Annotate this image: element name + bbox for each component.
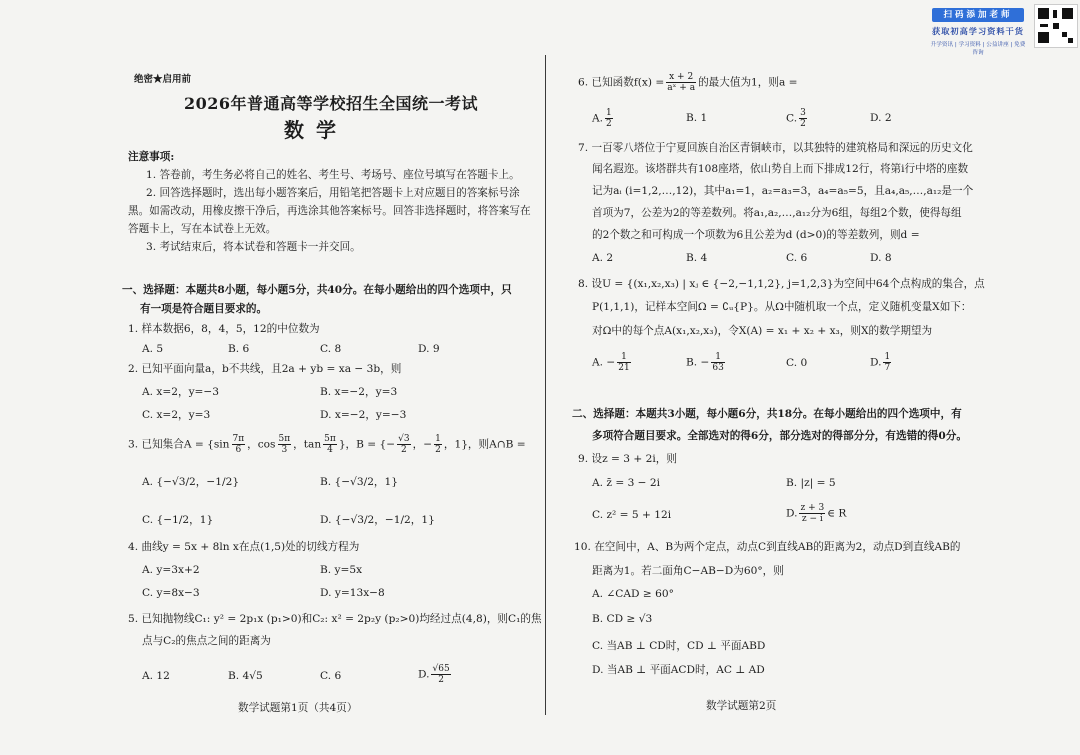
page-divider — [545, 55, 546, 715]
q10-option-c[interactable]: C. 当AB ⊥ CD时，CD ⊥ 平面ABD — [592, 640, 766, 652]
q10-line2: 距离为1。若二面角C−AB−D为60°，则 — [592, 565, 784, 577]
q3-stem: 3. 已知集合A = {sin $\frac{7\pi}{6}$ ，cos $\frac{5\pi}{3}$ ，tan $\frac{5\pi}{4}$ }，B = {− $\frac{√3}{2}$ ，− $\frac{1}{2}$ ，1}，则A∩B = — [128, 434, 526, 455]
q9-option-d[interactable]: D. $\frac{z + 3}{z - i}$ ∈ R — [786, 503, 847, 524]
exam-title: 2026年普通高等学校招生全国统一考试 — [184, 94, 479, 113]
q7-line5: 的2个数之和可构成一个项数为6且公差为d (d>0)的等差数列，则d = — [592, 229, 920, 241]
q1-stem: 1. 样本数据6，8，4，5，12的中位数为 — [128, 323, 320, 335]
frac-sqrt3-2: $\frac{√3}{2}$ — [398, 434, 410, 455]
scan-add-teacher-button[interactable]: 扫码添加老师 — [932, 8, 1024, 22]
q10-option-a[interactable]: A. ∠CAD ≥ 60° — [592, 588, 674, 600]
q2-option-c[interactable]: C. x=2，y=3 — [142, 409, 211, 421]
q8-option-b[interactable]: B. − $\frac{1}{63}$ — [686, 352, 724, 373]
q10-option-d[interactable]: D. 当AB ⊥ 平面ACD时，AC ⊥ AD — [592, 664, 765, 676]
q8-option-d[interactable]: D. $\frac{1}{7}$ — [870, 352, 891, 373]
q2-option-b[interactable]: B. x=−2，y=3 — [320, 386, 398, 398]
q2-option-a[interactable]: A. x=2，y=−3 — [142, 386, 220, 398]
q8-line3: 对Ω中的每个点A(x₁,x₂,x₃)，令X(A) = x₁ + x₂ + x₃，则X的数学期望为 — [592, 325, 933, 337]
q6-option-d[interactable]: D. 2 — [870, 112, 892, 124]
q7-line4: 首项为7，公差为2的等差数列。将a₁,a₂,…,a₁₂分为6组，每组2个数，使得每组 — [592, 207, 962, 219]
notes-title: 注意事项: — [128, 151, 175, 163]
subject-title: 数学 — [284, 118, 348, 142]
q5-stem-line1: 5. 已知抛物线C₁: y² = 2p₁x (p₁>0)和C₂: x² = 2p₂y (p₂>0)均经过点(4,8)，则C₁的焦 — [128, 613, 542, 625]
q5-option-b[interactable]: B. 4√5 — [228, 670, 263, 682]
section-1-heading: 一、选择题：本题共8小题，每小题5分，共40分。在每小题给出的四个选项中，只 — [122, 284, 512, 296]
q8-option-c[interactable]: C. 0 — [786, 357, 808, 369]
frac-5pi-3: $\frac{5\pi}{3}$ — [278, 434, 291, 455]
section-1-heading-2: 有一项是符合题目要求的。 — [140, 303, 268, 315]
q5-option-a[interactable]: A. 12 — [142, 670, 170, 682]
frac-1-2: $\frac{1}{2}$ — [435, 434, 441, 455]
q5-option-d[interactable]: D. $\frac{√65}{2}$ — [418, 664, 450, 685]
secret-mark: 绝密★启用前 — [134, 74, 192, 85]
q5-stem-line2: 点与C₂的焦点之间的距离为 — [142, 635, 271, 647]
note-2-line3: 答题卡上，写在本试卷上无效。 — [128, 223, 277, 235]
q10-line1: 10. 在空间中，A、B为两个定点，动点C到直线AB的距离为2，动点D到直线AB的 — [574, 541, 961, 553]
qr-code-icon[interactable] — [1034, 4, 1078, 48]
q4-option-c[interactable]: C. y=8x−3 — [142, 587, 200, 599]
q6-option-c[interactable]: C. $\frac{3}{2}$ — [786, 108, 806, 129]
q1-option-c[interactable]: C. 8 — [320, 343, 342, 355]
q7-line2: 闻名遐迩。该塔群共有108座塔，依山势自上而下排成12行，将第i行中塔的座数 — [592, 163, 969, 175]
note-2-line2: 黑。如需改动，用橡皮擦干净后，再选涂其他答案标号。回答非选择题时，将答案写在 — [128, 205, 531, 217]
q3-option-d[interactable]: D. {−√3/2，−1/2，1} — [320, 514, 435, 526]
q6-stem: 6. 已知函数f(x) = $\frac{x + 2}{\text{aˣ + a}}$ 的最大值为1，则a = — [578, 72, 798, 93]
section-2-heading: 二、选择题：本题共3小题，每小题6分，共18分。在每小题给出的四个选项中，有 — [572, 408, 962, 420]
q6-option-a[interactable]: A. $\frac{1}{2}$ — [592, 108, 612, 129]
frac-5pi-4: $\frac{5\pi}{4}$ — [324, 434, 336, 455]
q7-option-a[interactable]: A. 2 — [592, 252, 614, 264]
q8-line1: 8. 设U = {(x₁,x₂,x₃) | xⱼ ∈ {−2,−1,1,2}, j=1,2,3}为空间中64个点构成的集合，点 — [578, 278, 985, 290]
q1-option-d[interactable]: D. 9 — [418, 343, 440, 355]
q4-option-a[interactable]: A. y=3x+2 — [142, 564, 200, 576]
q1-option-a[interactable]: A. 5 — [142, 343, 164, 355]
q7-line1: 7. 一百零八塔位于宁夏回族自治区青铜峡市，以其独特的建筑格局和深远的历史文化 — [578, 142, 973, 154]
q9-option-b[interactable]: B. |z| = 5 — [786, 477, 836, 489]
q4-option-b[interactable]: B. y=5x — [320, 564, 363, 576]
note-2-line1: 2. 回答选择题时，选出每小题答案后，用铅笔把答题卡上对应题目的答案标号涂 — [146, 187, 520, 199]
note-3: 3. 考试结束后，将本试卷和答题卡一并交回。 — [146, 241, 361, 253]
q6-option-b[interactable]: B. 1 — [686, 112, 708, 124]
q4-stem: 4. 曲线y = 5x + 8ln x在点(1,5)处的切线方程为 — [128, 541, 360, 553]
q1-option-b[interactable]: B. 6 — [228, 343, 250, 355]
q8-line2: P(1,1,1)，记样本空间Ω = ∁ᵤ{P}。从Ω中随机取一个点，定义随机变量X如下： — [592, 301, 972, 313]
promo-headline: 获取初高学习资料干货 — [932, 26, 1024, 36]
page-1-footer: 数学试题第1页（共4页） — [238, 702, 358, 714]
q4-option-d[interactable]: D. y=13x−8 — [320, 587, 385, 599]
promo-banner[interactable] — [928, 4, 1028, 56]
q5-option-c[interactable]: C. 6 — [320, 670, 342, 682]
q9-option-a[interactable]: A. z̄ = 3 − 2i — [592, 477, 661, 489]
q7-line3: 记为aᵢ (i=1,2,…,12)，其中a₁=1，a₂=a₃=3，a₄=a₅=5，且a₄,a₅,…,a₁₂是一个 — [592, 185, 974, 197]
q8-option-a[interactable]: A. − $\frac{1}{21}$ — [592, 352, 630, 373]
q3-option-b[interactable]: B. {−√3/2，1} — [320, 476, 399, 488]
note-1: 1. 答卷前，考生务必将自己的姓名、考生号、考场号、座位号填写在答题卡上。 — [146, 169, 520, 181]
promo-subline: 升学资讯 | 学习资料 | 公益讲座 | 免费咨询 — [930, 42, 1026, 56]
q7-option-c[interactable]: C. 6 — [786, 252, 808, 264]
q7-option-d[interactable]: D. 8 — [870, 252, 892, 264]
frac-7pi-6: $\frac{7\pi}{6}$ — [232, 434, 245, 455]
page-2-footer: 数学试题第2页 — [706, 700, 777, 712]
q2-option-d[interactable]: D. x=−2，y=−3 — [320, 409, 407, 421]
section-2-heading-2: 多项符合题目要求。全部选对的得6分，部分选对的得部分分，有选错的得0分。 — [592, 430, 967, 442]
q7-option-b[interactable]: B. 4 — [686, 252, 708, 264]
q3-option-a[interactable]: A. {−√3/2，−1/2} — [142, 476, 240, 488]
q3-option-c[interactable]: C. {−1/2，1} — [142, 514, 214, 526]
q9-stem: 9. 设z = 3 + 2i，则 — [578, 453, 677, 465]
q9-option-c[interactable]: C. z² = 5 + 12i — [592, 509, 672, 521]
q2-stem: 2. 已知平面向量a，b不共线，且2a + yb = xa − 3b，则 — [128, 363, 402, 375]
q10-option-b[interactable]: B. CD ≥ √3 — [592, 613, 653, 625]
